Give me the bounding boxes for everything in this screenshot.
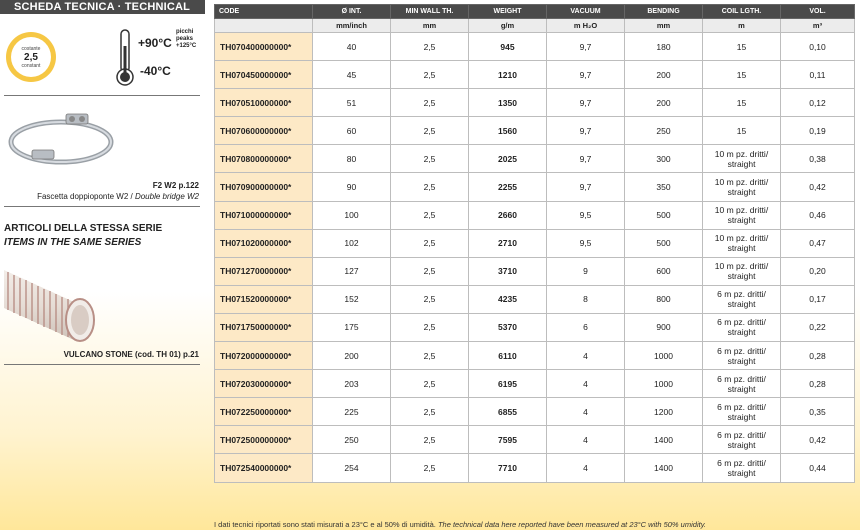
table-row xyxy=(215,173,855,201)
table-cell: 0,17 xyxy=(781,285,855,313)
product-code-cell: TH070450000000* xyxy=(215,61,313,89)
table-cell: 2,5 xyxy=(391,257,469,285)
wall-thickness-badge xyxy=(6,32,56,82)
table-cell: 6 m pz. dritti/ straight xyxy=(703,342,781,370)
table-cell: 15 xyxy=(703,89,781,117)
table-cell: 1350 xyxy=(469,89,547,117)
technical-data-table-wrapper xyxy=(214,4,854,483)
accessory-description: Fascetta doppioponte W2 / Double bridge W2 xyxy=(37,192,199,201)
table-cell: 0,44 xyxy=(781,454,855,482)
table-cell: 2,5 xyxy=(391,454,469,482)
table-row xyxy=(215,61,855,89)
table-cell: 4 xyxy=(547,454,625,482)
table-cell: 5370 xyxy=(469,313,547,341)
badge-value: 2,5 xyxy=(24,51,38,63)
table-cell: 15 xyxy=(703,61,781,89)
table-row xyxy=(215,454,855,482)
table-cell: 6195 xyxy=(469,370,547,398)
table-cell: 2,5 xyxy=(391,173,469,201)
table-cell: 3710 xyxy=(469,257,547,285)
table-cell: 7595 xyxy=(469,426,547,454)
table-cell: 15 xyxy=(703,33,781,61)
series-subtitle: ITEMS IN THE SAME SERIES xyxy=(4,237,142,248)
product-code-cell: TH072250000000* xyxy=(215,398,313,426)
table-cell: 0,47 xyxy=(781,229,855,257)
table-cell: 6 m pz. dritti/ straight xyxy=(703,313,781,341)
table-cell: 1210 xyxy=(469,61,547,89)
column-header: BENDING xyxy=(625,5,703,19)
table-cell: 6 m pz. dritti/ straight xyxy=(703,398,781,426)
table-cell: 0,46 xyxy=(781,201,855,229)
column-header: CODE xyxy=(215,5,313,19)
table-cell: 6 m pz. dritti/ straight xyxy=(703,426,781,454)
table-cell: 6 m pz. dritti/ straight xyxy=(703,370,781,398)
table-cell: 0,12 xyxy=(781,89,855,117)
table-row xyxy=(215,257,855,285)
table-cell: 4 xyxy=(547,342,625,370)
badge-top-label: costante xyxy=(21,45,41,52)
table-cell: 203 xyxy=(313,370,391,398)
table-cell: 4 xyxy=(547,398,625,426)
product-code-cell: TH070900000000* xyxy=(215,173,313,201)
section-title: SCHEDA TECNICA · TECHNICAL DATA xyxy=(0,0,205,14)
table-cell: 2,5 xyxy=(391,229,469,257)
hose-image xyxy=(4,262,100,344)
product-code-cell: TH070400000000* xyxy=(215,33,313,61)
table-cell: 250 xyxy=(625,117,703,145)
table-cell: 2,5 xyxy=(391,370,469,398)
table-cell: 4235 xyxy=(469,285,547,313)
table-cell: 2,5 xyxy=(391,342,469,370)
table-cell: 6 m pz. dritti/ straight xyxy=(703,454,781,482)
table-cell: 200 xyxy=(625,61,703,89)
table-cell: 9,7 xyxy=(547,145,625,173)
product-code-cell: TH071750000000* xyxy=(215,313,313,341)
table-cell: 600 xyxy=(625,257,703,285)
table-cell: 2,5 xyxy=(391,398,469,426)
table-cell: 175 xyxy=(313,313,391,341)
table-cell: 0,28 xyxy=(781,342,855,370)
table-row xyxy=(215,398,855,426)
product-code-cell: TH070800000000* xyxy=(215,145,313,173)
table-cell: 9,7 xyxy=(547,173,625,201)
unit-header: mm/inch xyxy=(313,19,391,33)
table-row xyxy=(215,229,855,257)
table-cell: 10 m pz. dritti/ straight xyxy=(703,257,781,285)
temp-low: -40°C xyxy=(140,64,171,78)
column-header: COIL LGTH. xyxy=(703,5,781,19)
table-cell: 0,10 xyxy=(781,33,855,61)
table-cell: 6 xyxy=(547,313,625,341)
table-cell: 225 xyxy=(313,398,391,426)
table-cell: 0,38 xyxy=(781,145,855,173)
table-cell: 0,20 xyxy=(781,257,855,285)
product-code-cell: TH071270000000* xyxy=(215,257,313,285)
table-cell: 1400 xyxy=(625,454,703,482)
table-cell: 10 m pz. dritti/ straight xyxy=(703,145,781,173)
column-header: MIN WALL TH. xyxy=(391,5,469,19)
series-title: ARTICOLI DELLA STESSA SERIE xyxy=(4,223,163,234)
column-header: WEIGHT xyxy=(469,5,547,19)
badge-bottom-label: constant xyxy=(21,62,41,69)
table-cell: 6 m pz. dritti/ straight xyxy=(703,285,781,313)
table-cell: 10 m pz. dritti/ straight xyxy=(703,229,781,257)
unit-header: m³ xyxy=(781,19,855,33)
column-header: Ø INT. xyxy=(313,5,391,19)
table-cell: 60 xyxy=(313,117,391,145)
table-cell: 100 xyxy=(313,201,391,229)
table-cell: 2025 xyxy=(469,145,547,173)
table-cell: 0,11 xyxy=(781,61,855,89)
table-cell: 200 xyxy=(625,89,703,117)
table-row xyxy=(215,145,855,173)
divider xyxy=(4,364,200,365)
table-cell: 102 xyxy=(313,229,391,257)
product-code-cell: TH071000000000* xyxy=(215,201,313,229)
table-cell: 0,42 xyxy=(781,426,855,454)
table-cell: 9,5 xyxy=(547,229,625,257)
table-cell: 945 xyxy=(469,33,547,61)
table-cell: 2,5 xyxy=(391,61,469,89)
table-cell: 7710 xyxy=(469,454,547,482)
table-cell: 4 xyxy=(547,370,625,398)
table-cell: 0,35 xyxy=(781,398,855,426)
table-cell: 800 xyxy=(625,285,703,313)
product-code-cell: TH072000000000* xyxy=(215,342,313,370)
temp-high: +90°C xyxy=(138,36,172,50)
table-cell: 45 xyxy=(313,61,391,89)
temp-peaks: picchi peaks +125°C xyxy=(176,29,197,49)
table-row xyxy=(215,313,855,341)
table-cell: 250 xyxy=(313,426,391,454)
product-code-cell: TH072030000000* xyxy=(215,370,313,398)
table-cell: 0,22 xyxy=(781,313,855,341)
table-cell: 9,7 xyxy=(547,33,625,61)
product-code-cell: TH072500000000* xyxy=(215,426,313,454)
table-cell: 2255 xyxy=(469,173,547,201)
unit-header: g/m xyxy=(469,19,547,33)
table-cell: 152 xyxy=(313,285,391,313)
table-cell: 2,5 xyxy=(391,117,469,145)
table-cell: 9 xyxy=(547,257,625,285)
table-cell: 90 xyxy=(313,173,391,201)
table-cell: 2660 xyxy=(469,201,547,229)
left-panel xyxy=(0,0,205,530)
header-row xyxy=(215,5,855,19)
table-cell: 51 xyxy=(313,89,391,117)
table-cell: 2710 xyxy=(469,229,547,257)
table-cell: 2,5 xyxy=(391,145,469,173)
table-cell: 6110 xyxy=(469,342,547,370)
table-cell: 10 m pz. dritti/ straight xyxy=(703,173,781,201)
table-cell: 1400 xyxy=(625,426,703,454)
unit-header: mm xyxy=(625,19,703,33)
thermometer-icon xyxy=(114,28,136,88)
table-cell: 2,5 xyxy=(391,33,469,61)
table-cell: 300 xyxy=(625,145,703,173)
units-row xyxy=(215,19,855,33)
table-row xyxy=(215,285,855,313)
unit-header: mm xyxy=(391,19,469,33)
table-cell: 2,5 xyxy=(391,313,469,341)
table-cell: 500 xyxy=(625,229,703,257)
table-cell: 0,42 xyxy=(781,173,855,201)
technical-data-table xyxy=(214,4,855,483)
table-cell: 1000 xyxy=(625,342,703,370)
table-row xyxy=(215,426,855,454)
column-header: VACUUM xyxy=(547,5,625,19)
footer-note: I dati tecnici riportati sono stati misurati a 23°C e al 50% di umidità. The technical data here reported have been measured at 23°C with 50% umidity. xyxy=(214,520,706,529)
table-cell: 4 xyxy=(547,426,625,454)
table-cell: 2,5 xyxy=(391,285,469,313)
table-cell: 0,28 xyxy=(781,370,855,398)
accessory-code: F2 W2 p.122 xyxy=(152,181,199,190)
table-cell: 1560 xyxy=(469,117,547,145)
product-code-cell: TH070600000000* xyxy=(215,117,313,145)
table-cell: 350 xyxy=(625,173,703,201)
table-row xyxy=(215,33,855,61)
table-cell: 254 xyxy=(313,454,391,482)
table-cell: 127 xyxy=(313,257,391,285)
series-item-link[interactable]: VULCANO STONE (cod. TH 01) p.21 xyxy=(63,350,199,359)
divider xyxy=(4,206,200,207)
table-cell: 900 xyxy=(625,313,703,341)
table-row xyxy=(215,342,855,370)
product-code-cell: TH071520000000* xyxy=(215,285,313,313)
table-body xyxy=(215,33,855,483)
table-cell: 180 xyxy=(625,33,703,61)
table-cell: 2,5 xyxy=(391,201,469,229)
column-header: VOL. xyxy=(781,5,855,19)
unit-header: m xyxy=(703,19,781,33)
table-cell: 8 xyxy=(547,285,625,313)
unit-header xyxy=(215,19,313,33)
table-cell: 500 xyxy=(625,201,703,229)
table-cell: 200 xyxy=(313,342,391,370)
table-cell: 9,5 xyxy=(547,201,625,229)
table-cell: 9,7 xyxy=(547,89,625,117)
product-code-cell: TH072540000000* xyxy=(215,454,313,482)
table-cell: 1200 xyxy=(625,398,703,426)
table-cell: 40 xyxy=(313,33,391,61)
unit-header: m H₂O xyxy=(547,19,625,33)
table-cell: 80 xyxy=(313,145,391,173)
product-code-cell: TH071020000000* xyxy=(215,229,313,257)
table-row xyxy=(215,370,855,398)
table-cell: 15 xyxy=(703,117,781,145)
table-cell: 10 m pz. dritti/ straight xyxy=(703,201,781,229)
clamp-image xyxy=(6,106,116,172)
table-cell: 9,7 xyxy=(547,117,625,145)
table-cell: 9,7 xyxy=(547,61,625,89)
table-row xyxy=(215,117,855,145)
table-cell: 2,5 xyxy=(391,426,469,454)
table-cell: 0,19 xyxy=(781,117,855,145)
divider xyxy=(4,95,200,96)
table-cell: 2,5 xyxy=(391,89,469,117)
product-code-cell: TH070510000000* xyxy=(215,89,313,117)
table-cell: 1000 xyxy=(625,370,703,398)
table-row xyxy=(215,89,855,117)
table-row xyxy=(215,201,855,229)
table-cell: 6855 xyxy=(469,398,547,426)
